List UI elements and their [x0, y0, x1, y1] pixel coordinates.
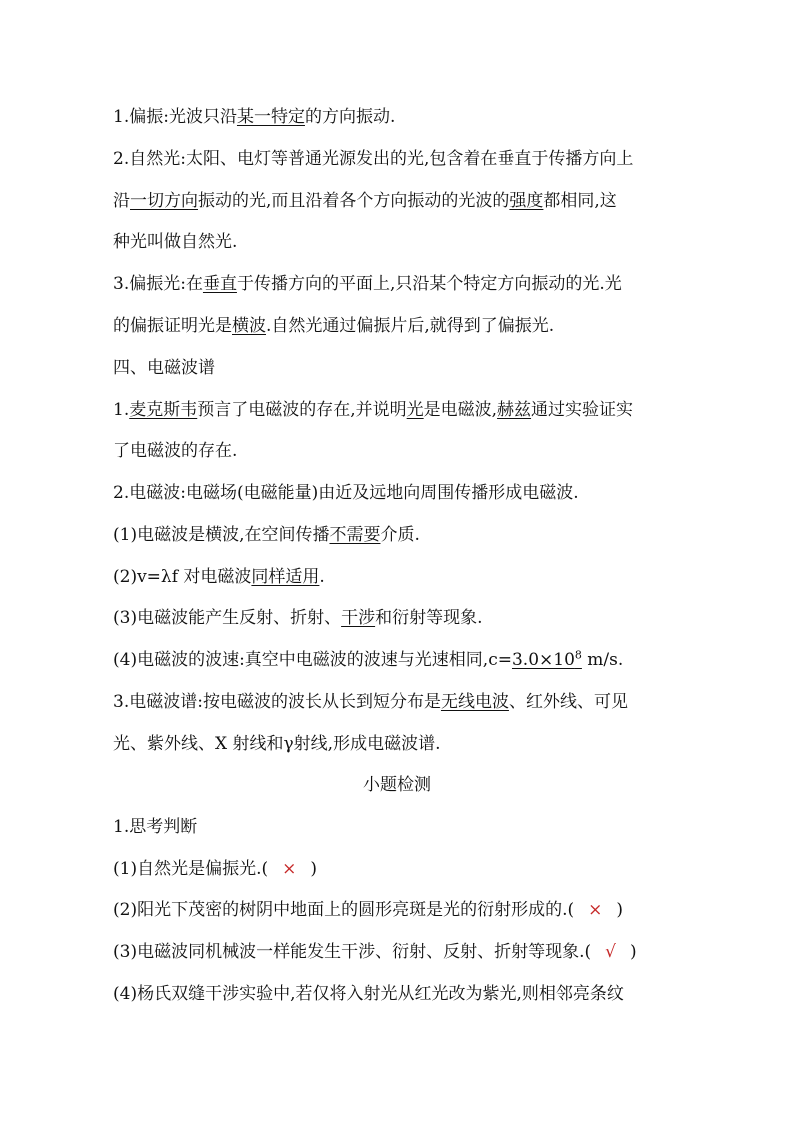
maxwell-line-1: 1.麦克斯韦预言了电磁波的存在,并说明光是电磁波,赫兹通过实验证实: [113, 400, 634, 420]
em-item-1: (1)电磁波是横波,在空间传播不需要介质.: [113, 525, 420, 545]
quiz-item-1: (1)自然光是偏振光.( × ): [113, 859, 318, 879]
em-item-3: (3)电磁波能产生反射、折射、干涉和衍射等现象.: [113, 608, 483, 628]
em-item-2: (2)v=λf 对电磁波同样适用.: [113, 567, 325, 587]
em-item-4: (4)电磁波的波速:真空中电磁波的波速与光速相同$,c=3.0\times 10^8$ m/s.: [113, 648, 624, 670]
polarization-definition: 1.偏振:光波只沿某一特定的方向振动.: [113, 107, 396, 127]
quiz-item-3: (3)电磁波同机械波一样能发生干涉、衍射、反射、折射等现象.( √ ): [113, 942, 637, 962]
quiz-heading: 1.思考判断: [113, 817, 198, 837]
em-wave-definition: 2.电磁波:电磁场(电磁能量)由近及远地向周围传播形成电磁波.: [113, 483, 579, 503]
polarized-light-line-1: 3.偏振光:在垂直于传播方向的平面上,只沿某个特定方向振动的光.光: [113, 274, 622, 294]
check-mark-icon: √: [605, 942, 616, 962]
quiz-title: 小题检测: [363, 775, 431, 795]
spectrum-line-2: 光、紫外线、X 射线和γ射线,形成电磁波谱.: [113, 734, 441, 754]
quiz-item-2: (2)阳光下茂密的树阴中地面上的圆形亮斑是光的衍射形成的.( × ): [113, 900, 624, 920]
section-heading: 四、电磁波谱: [113, 358, 215, 378]
cross-mark-icon: ×: [282, 859, 297, 879]
natural-light-line-1: 2.自然光:太阳、电灯等普通光源发出的光,包含着在垂直于传播方向上: [113, 149, 634, 169]
quiz-item-4: (4)杨氏双缝干涉实验中,若仅将入射光从红光改为紫光,则相邻亮条纹: [113, 984, 624, 1004]
maxwell-line-2: 了电磁波的存在.: [113, 441, 238, 461]
spectrum-line-1: 3.电磁波谱:按电磁波的波长从长到短分布是无线电波、红外线、可见: [113, 692, 628, 712]
natural-light-line-3: 种光叫做自然光.: [113, 232, 238, 252]
cross-mark-icon: ×: [588, 900, 603, 920]
natural-light-line-2: 沿一切方向振动的光,而且沿着各个方向振动的光波的强度都相同,这: [113, 191, 617, 211]
polarized-light-line-2: 的偏振证明光是横波.自然光通过偏振片后,就得到了偏振光.: [113, 316, 555, 336]
